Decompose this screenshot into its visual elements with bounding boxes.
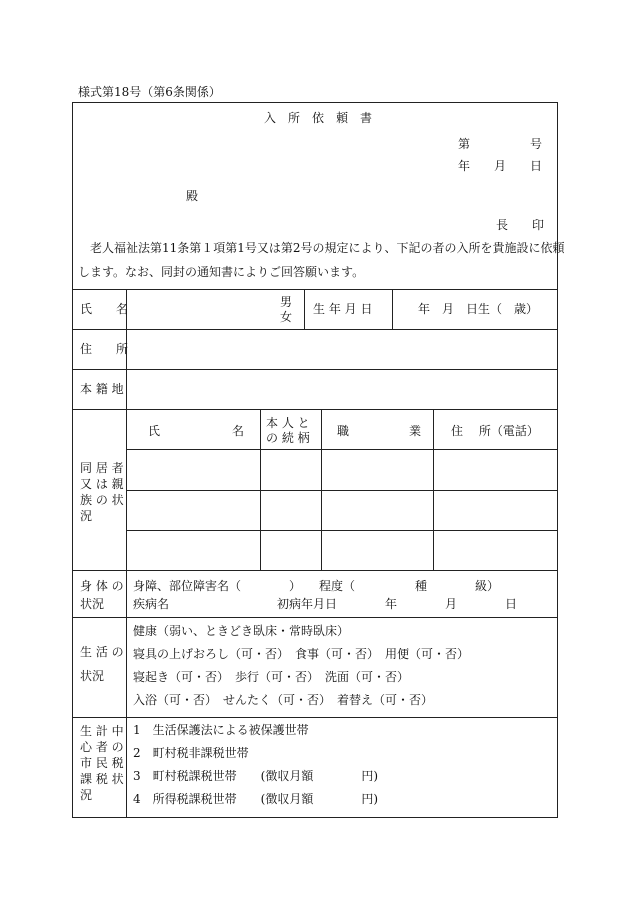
birth-label: 生 年 月 日 (313, 302, 373, 316)
family-label-line: 同 居 者 (80, 461, 124, 475)
request-text-line1: 老人福祉法第11条第１項第1号又は第2号の規定により、下記の者の入所を貴施設に依頼 (90, 241, 565, 255)
address-label: 住 所 (80, 342, 129, 356)
body-condition-line1: 身障、部位障害名（ ） 程度（ 種 級） (133, 579, 500, 593)
sex-male[interactable]: 男 (280, 295, 293, 309)
family-label-line: 族 の 状 (80, 493, 124, 507)
tax-status-option: 3 町村税課税世帯 (徴収月額 円) (133, 769, 378, 783)
divider (392, 289, 393, 329)
family-label-line: 況 (80, 509, 93, 523)
divider (126, 449, 558, 450)
divider (260, 409, 261, 570)
divider (72, 409, 558, 410)
divider (72, 617, 558, 618)
divider (321, 409, 322, 570)
life-label-line: 生 活 の (80, 645, 124, 659)
body-label-line: 身 体 の (80, 579, 124, 593)
birth-value: 年 月 日生（ 歳） (418, 302, 539, 316)
divider (72, 717, 558, 718)
tax-status-option: 4 所得税課税世帯 (徴収月額 円) (133, 792, 378, 806)
divider (126, 490, 558, 491)
name-label: 氏 名 (80, 302, 129, 316)
divider (72, 369, 558, 370)
tax-status-option: 1 生活保護法による被保護世帯 (133, 723, 309, 737)
divider (72, 289, 558, 290)
family-header-name: 氏 名 (148, 424, 245, 438)
registry-label: 本 籍 地 (80, 382, 124, 396)
tax-label-line: 生 計 中 (80, 724, 124, 738)
body-label-line: 状況 (80, 597, 105, 611)
life-label-line: 状況 (80, 669, 105, 683)
document-date: 年 月 日 (458, 159, 543, 173)
family-header-address: 住 所（電話） (451, 424, 539, 438)
document-number: 第 号 (458, 137, 543, 151)
tax-label-line: 況 (80, 788, 93, 802)
sender-seal: 長 印 (496, 218, 545, 232)
life-condition-line: 健康（弱い、ときどき臥床・常時臥床） (133, 624, 350, 638)
divider (72, 570, 558, 571)
request-text-line2: します。なお、同封の通知書によりご回答願います。 (78, 265, 365, 279)
family-header-relation: 本 人 と (266, 416, 310, 430)
form-frame (72, 102, 558, 818)
divider (433, 409, 434, 570)
life-condition-line: 入浴（可・否） せんたく（可・否） 着替え（可・否） (133, 693, 434, 707)
sex-female[interactable]: 女 (280, 310, 293, 324)
divider (72, 329, 558, 330)
divider (126, 530, 558, 531)
document-title: 入 所 依 頼 書 (264, 111, 373, 125)
tax-label-line: 課 税 状 (80, 772, 124, 786)
addressee-honorific: 殿 (186, 189, 199, 203)
tax-status-option: 2 町村税非課税世帯 (133, 746, 249, 760)
tax-label-line: 市 民 税 (80, 756, 124, 770)
family-header-relation: の 続 柄 (266, 431, 310, 445)
body-condition-line2: 疾病名 初病年月日 年 月 日 (133, 597, 518, 611)
family-label-line: 又 は 親 (80, 477, 124, 491)
divider (304, 289, 305, 329)
form-label: 様式第18号（第6条関係） (78, 85, 221, 99)
life-condition-line: 寝具の上げおろし（可・否） 食事（可・否） 用便（可・否） (133, 647, 470, 661)
label-column-divider (126, 289, 127, 818)
tax-label-line: 心 者 の (80, 740, 124, 754)
family-header-job: 職 業 (337, 424, 422, 438)
life-condition-line: 寝起き（可・否） 歩行（可・否） 洗面（可・否） (133, 670, 410, 684)
